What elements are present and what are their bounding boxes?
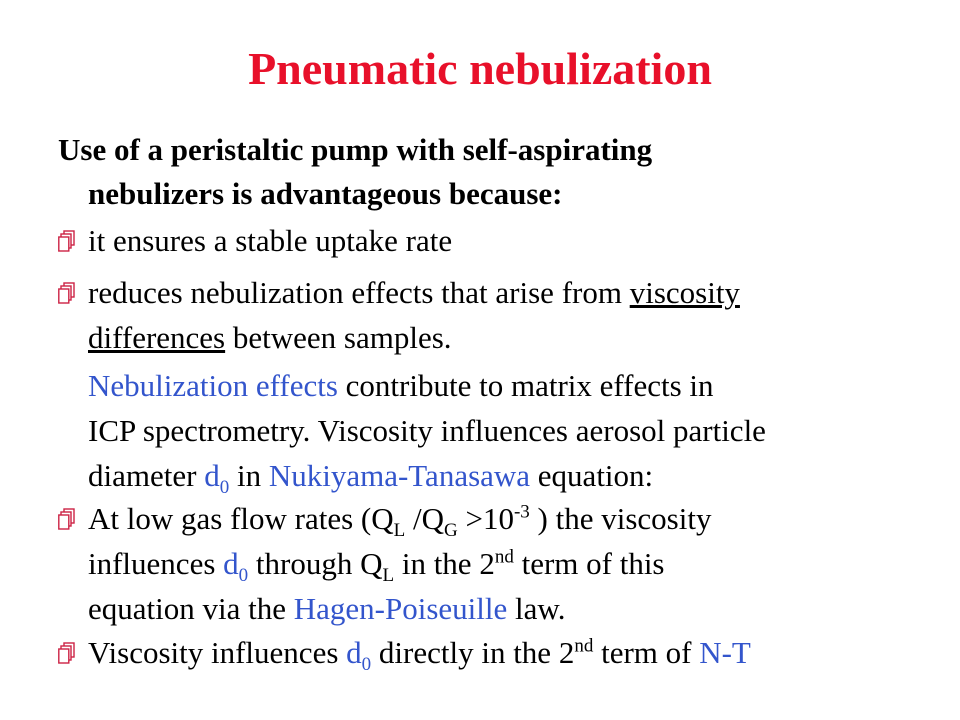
- superscript-nd: nd: [494, 546, 514, 568]
- bullet-item-3: [58, 496, 918, 631]
- bullet-3-part-e: influences: [88, 546, 224, 581]
- term-nebulization-effects: Nebulization effects: [88, 368, 338, 403]
- bullet-3-line-3: [88, 586, 918, 631]
- symbol-d-subscript: 0: [361, 654, 372, 676]
- term-hagen-poiseuille: Hagen-Poiseuille: [293, 591, 508, 626]
- para-line-3: [88, 453, 918, 498]
- notebook-bullet-icon: [58, 642, 76, 664]
- bullet-3-part-j: equation via the: [88, 591, 294, 626]
- symbol-d: d: [223, 546, 239, 581]
- bullet-item-4: [58, 630, 918, 675]
- symbol-d: d: [204, 458, 220, 493]
- symbol-d0: [223, 546, 249, 587]
- bullet-3-part-d: ) the viscosity: [529, 501, 712, 536]
- bullet-3-part-i: term of this: [513, 546, 665, 581]
- bullet-4-part-a: Viscosity influences: [88, 635, 347, 670]
- slide-title: Pneumatic nebulization: [248, 43, 712, 94]
- bullet-4-text: [58, 630, 918, 675]
- bullet-3-line-2: [88, 541, 918, 586]
- underlined-differences: differences: [88, 320, 226, 355]
- subscript-L: L: [382, 565, 395, 587]
- bullet-4-part-d: term of: [593, 635, 700, 670]
- para-text-c: diameter: [88, 458, 205, 493]
- symbol-d: d: [346, 635, 362, 670]
- bullet-2-text: [58, 270, 918, 360]
- subscript-G: G: [444, 520, 458, 542]
- para-line-2: ICP spectrometry. Viscosity influences aerosol particle: [88, 413, 766, 448]
- intro-line-1: Use of a peristaltic pump with self-aspirating: [58, 132, 653, 167]
- bullet-3-part-k: law.: [507, 591, 566, 626]
- notebook-bullet-icon: [58, 508, 76, 530]
- bullet-3-line-1: [88, 496, 918, 541]
- intro-text: [58, 128, 918, 216]
- bullet-2-part-a: reduces nebulization effects that arise from: [88, 275, 630, 310]
- notebook-bullet-icon: [58, 230, 76, 252]
- para-text-a: contribute to matrix effects in: [337, 368, 714, 403]
- explanatory-paragraph: [88, 363, 918, 498]
- underlined-viscosity: viscosity: [629, 275, 740, 310]
- symbol-d0: [204, 458, 230, 499]
- intro-line-2: nebulizers is advantageous because:: [88, 176, 563, 211]
- bullet-3-part-c: >10: [457, 501, 514, 536]
- para-text-e: in: [229, 458, 269, 493]
- term-n-t: N-T: [699, 635, 751, 670]
- bullet-3-part-g: through Q: [248, 546, 383, 581]
- notebook-bullet-icon: [58, 282, 76, 304]
- bullet-item-1: [58, 218, 918, 263]
- bullet-1-text: it ensures a stable uptake rate: [88, 223, 453, 258]
- bullet-3-part-b: /Q: [405, 501, 444, 536]
- symbol-d-subscript: 0: [238, 565, 249, 587]
- superscript-nd: nd: [574, 635, 594, 657]
- symbol-d0: [346, 635, 372, 676]
- para-line-1: [88, 363, 918, 408]
- symbol-d-subscript: 0: [219, 477, 230, 499]
- bullet-item-2: [58, 270, 918, 360]
- term-nukiyama-tanasawa: Nukiyama-Tanasawa: [268, 458, 531, 493]
- bullet-3-part-h: in the 2: [394, 546, 495, 581]
- bullet-3-text: [58, 496, 918, 631]
- subscript-L: L: [393, 520, 406, 542]
- superscript-minus-3: -3: [513, 501, 530, 523]
- bullet-2-part-b: between samples.: [225, 320, 452, 355]
- para-text-f: equation:: [530, 458, 654, 493]
- bullet-4-part-c: directly in the 2: [371, 635, 575, 670]
- bullet-3-part-a: At low gas flow rates (Q: [88, 501, 394, 536]
